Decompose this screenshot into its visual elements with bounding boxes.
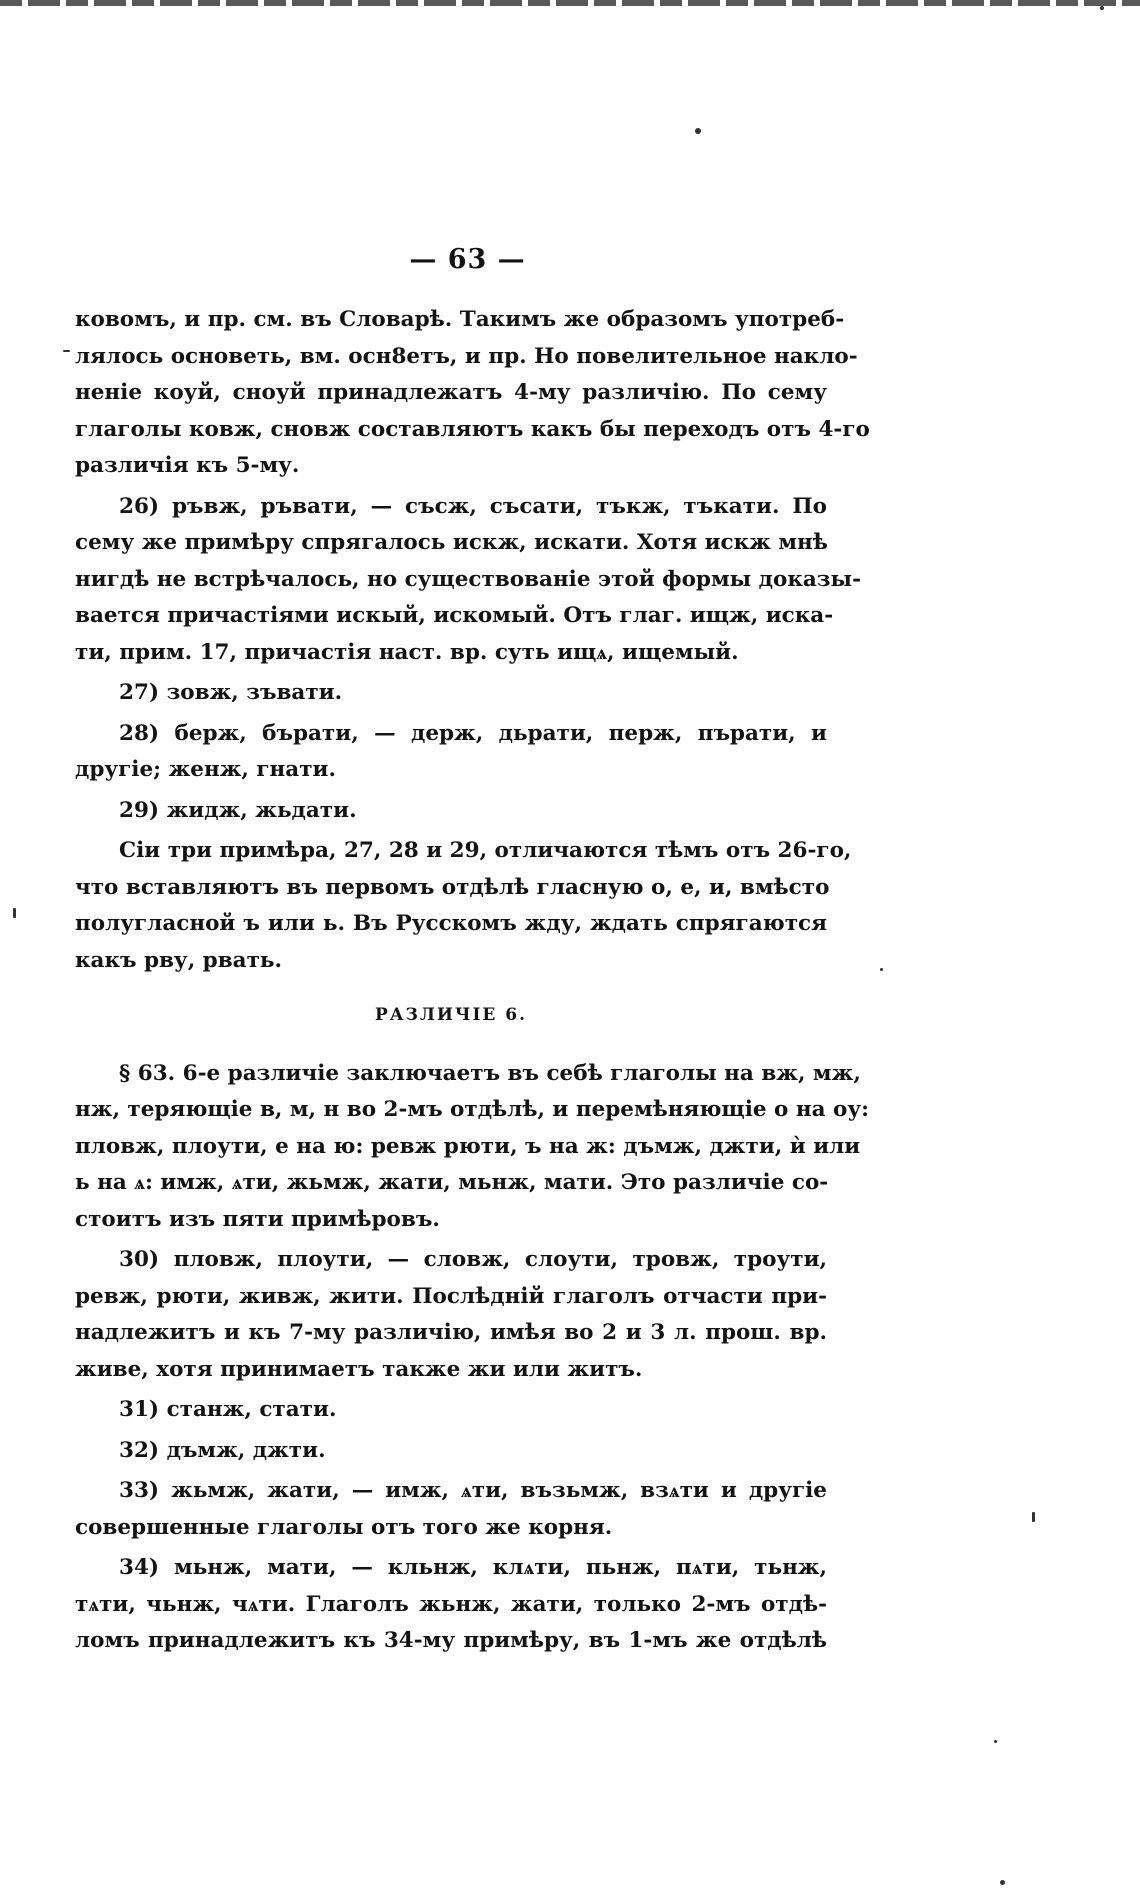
paragraph-example-29 [75, 793, 827, 830]
paragraph-commentary [75, 833, 852, 979]
text-line: глаголы ковж, сновж составляютъ какъ бы переходъ отъ 4-го [75, 416, 870, 442]
text-line: стоитъ изъ пяти примѣровъ. [75, 1206, 440, 1232]
text-line: 33) жьмж, жати, — имж, ѧти, възьмж, взѧти и другіе [119, 1478, 827, 1503]
paragraph-example-32 [75, 1433, 827, 1470]
text-line: различія къ 5-му. [75, 453, 300, 478]
text-line: ревж, рюти, живж, жити. Послѣдній глаголъ отчасти при- [75, 1283, 827, 1309]
text-line: совершенные глаголы отъ того же корня. [75, 1514, 613, 1540]
text-line: тѧти, чьнж, чѧти. Глаголъ жьнж, жати, только 2-мъ отдѣ- [75, 1591, 827, 1617]
text-line: живе, хотя принимаетъ также жи или житъ. [75, 1356, 643, 1382]
paragraph-example-34 [75, 1550, 827, 1660]
text-line: нж, теряющіе в, м, н во 2-мъ отдѣлѣ, и перемѣняющіе о на оу: [75, 1097, 870, 1122]
text-line: 26) ръвж, ръвати, — съсж, съсати, тъкж, тъкати. По [119, 493, 827, 519]
text-line: Сіи три примѣра, 27, 28 и 29, отличаются тѣмъ отъ 26-го, [119, 838, 852, 863]
text-line: какъ рву, рвать. [75, 947, 282, 973]
paragraph-example-33 [75, 1473, 827, 1546]
text-line: ковомъ, и пр. см. въ Словарѣ. Такимъ же образомъ употреб- [75, 307, 845, 332]
paragraph-example-26 [75, 489, 861, 672]
text-line: ти, прим. 17, причастія наст. вр. суть ищѧ, ищемый. [75, 639, 739, 665]
ink-speck [63, 350, 70, 352]
text-line: 34) мьнж, мати, — кльнж, клѧти, пьнж, пѧти, тьнж, [119, 1555, 827, 1580]
text-line: лялось основеть, вм. осн8етъ, и пр. Но повелительное накло- [75, 343, 858, 369]
paragraph-example-30 [75, 1242, 827, 1388]
text-line: ь на ѧ: имж, ѧти, жьмж, жати, мьнж, мати. Это различіе со- [75, 1170, 829, 1195]
paragraph-example-31 [75, 1392, 827, 1429]
ink-speck [1000, 1880, 1005, 1885]
text-line: вается причастіями искый, искомый. Отъ глаг. ищж, иска- [75, 603, 834, 628]
text-line: полугласной ъ или ь. Въ Русскомъ жду, ждать спрягаются [75, 911, 827, 936]
text-line: что вставляютъ въ первомъ отдѣлѣ гласную о, е, и, вмѣсто [75, 874, 830, 900]
paragraph-example-28 [75, 716, 827, 789]
text-line: другіе; женж, гнати. [75, 757, 336, 782]
text-line: § 63. 6-е различіе заключаетъ въ себѣ глаголы на вж, мж, [119, 1060, 861, 1086]
ink-speck [1100, 6, 1104, 10]
text-line: 28) берж, бърати, — держ, дьрати, перж, пърати, и [119, 720, 827, 746]
text-line: 27) зовж, зъвати. [119, 680, 343, 705]
ink-speck [994, 1740, 997, 1743]
paragraph-example-27 [75, 675, 827, 712]
text-line: неніе коуй, сноуй принадлежатъ 4-му различію. По сему [75, 380, 827, 405]
page-body-text [75, 302, 870, 1664]
text-line: сему же примѣру спрягалось искж, искати. Хотя искж мнѣ [75, 530, 828, 555]
text-line: 30) пловж, плоути, — словж, слоути, тровж, троути, [119, 1247, 827, 1272]
ink-speck [1032, 1512, 1035, 1522]
paragraph-continuation [75, 302, 870, 485]
text-line: 32) дъмж, джти. [119, 1437, 326, 1463]
page-number: — 63 — [409, 244, 526, 275]
ink-speck [880, 968, 883, 971]
text-line: 31) станж, стати. [119, 1397, 337, 1422]
ink-speck [13, 908, 16, 918]
text-line: ломъ принадлежитъ къ 34-му примѣру, въ 1-мъ же отдѣлѣ [75, 1628, 827, 1653]
text-line: нигдѣ не встрѣчалось, но существованіе этой формы доказы- [75, 566, 861, 592]
paragraph-section-63 [75, 1056, 870, 1239]
text-line: надлежитъ и къ 7-му различію, имѣя во 2 и 3 л. прош. вр. [75, 1320, 827, 1345]
text-line: 29) жидж, жьдати. [119, 797, 357, 823]
text-line: пловж, плоути, е на ю: ревж рюти, ъ на ж: дъмж, джти, ѝ или [75, 1133, 861, 1159]
ink-speck [695, 128, 701, 134]
top-edge-border [0, 0, 1140, 6]
section-heading: РАЗЛИЧІЕ 6. [374, 1005, 528, 1025]
